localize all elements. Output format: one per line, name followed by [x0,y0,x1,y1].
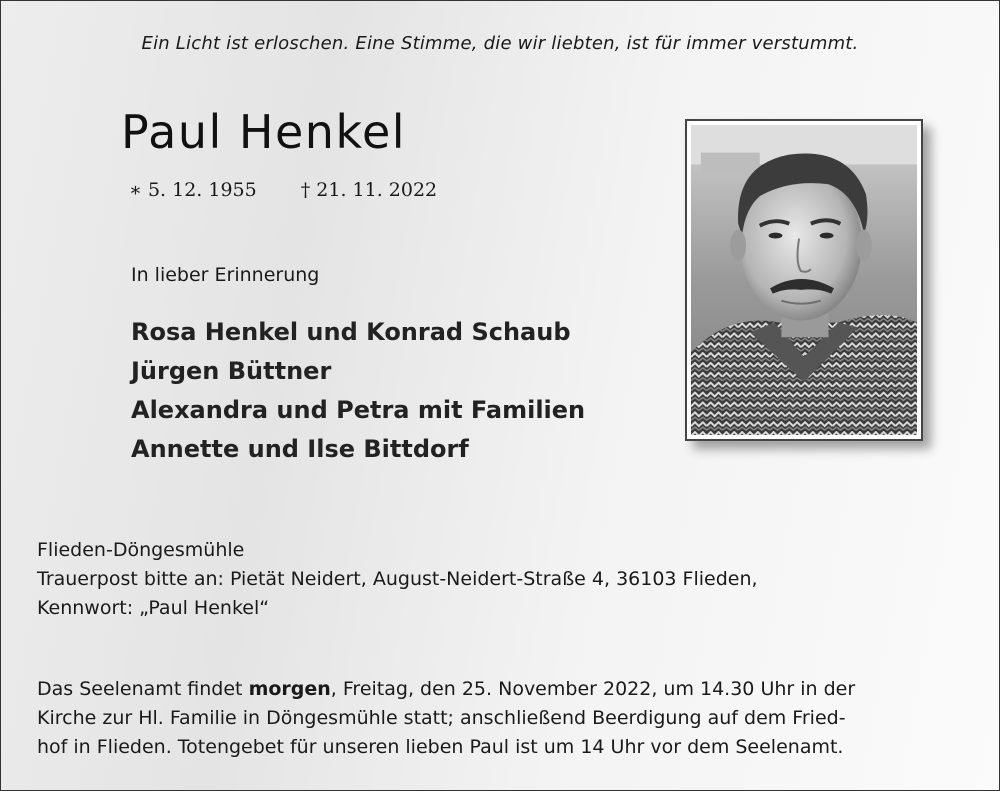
place: Flieden-Döngesmühle [37,539,245,561]
service-text: , Freitag, den 25. November 2022, um 14.30 Uhr in der [330,678,856,700]
mail-address: Trauerpost bitte an: Pietät Neidert, August-Neidert-Straße 4, 36103 Flieden, [37,568,758,590]
mourners-list [131,313,585,469]
portrait-photo [685,119,923,441]
deceased-name: Paul Henkel [121,105,407,159]
contact-info [37,536,758,623]
death-date: † 21. 11. 2022 [300,179,438,201]
service-line-1 [37,675,972,704]
mourner: Jürgen Büttner [131,357,332,385]
portrait-image [691,125,917,435]
mourner: Annette und Ilse Bittdorf [131,435,469,463]
service-day-emphasis: morgen [248,678,331,700]
mourner: Alexandra und Petra mit Familien [131,396,586,424]
birth-date: ∗ 5. 12. 1955 [129,179,257,201]
life-dates [129,179,437,201]
keyword: Kennwort: „Paul Henkel“ [37,597,270,619]
service-info [37,675,972,762]
service-text: Das Seelenamt findet [37,678,249,700]
mourner: Rosa Henkel und Konrad Schaub [131,318,571,346]
service-line-3: hof in Flieden. Totengebet für unseren lieben Paul ist um 14 Uhr vor dem Seelenamt. [37,736,844,758]
memory-heading: In lieber Erinnerung [131,264,320,286]
verse: Ein Licht ist erloschen. Eine Stimme, die wir liebten, ist für immer verstummt. [141,33,859,54]
service-line-2: Kirche zur Hl. Familie in Döngesmühle statt; anschließend Beerdigung auf dem Fried- [37,707,846,729]
